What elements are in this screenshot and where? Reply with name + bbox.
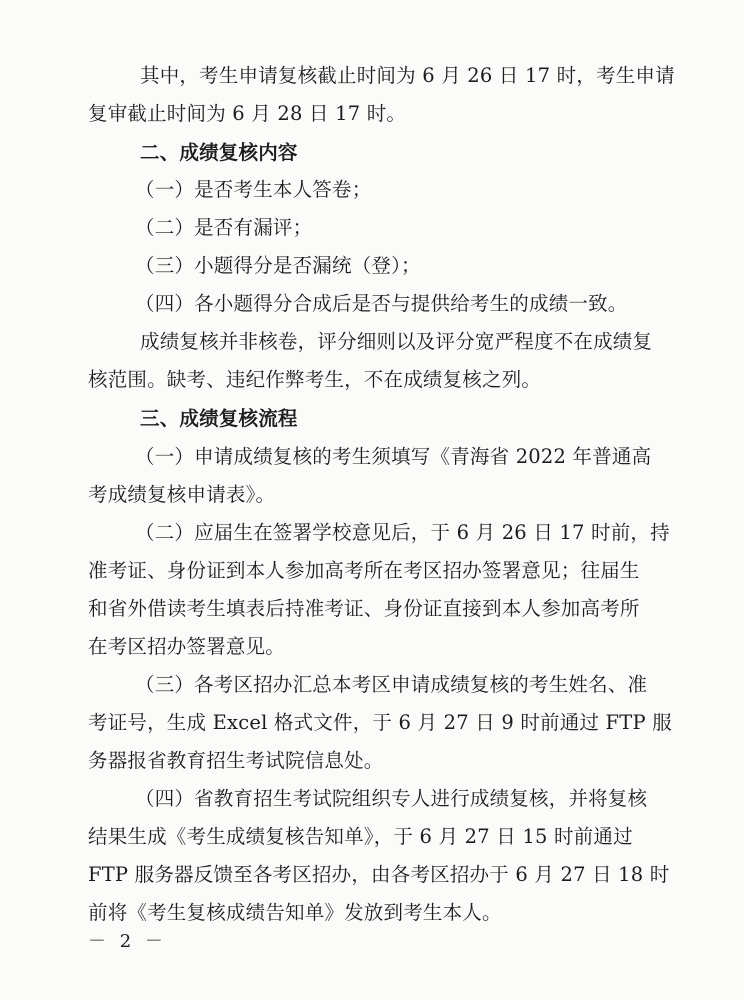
paragraph-1-line-1: 其中，考生申请复核截止时间为 6 月 26 日 17 时，考生申请 — [140, 64, 675, 87]
section-2-item-2: （二）是否有漏评； — [135, 216, 313, 239]
step-4-line-1: （四）省教育招生考试院组织专人进行成绩复核，并将复核 — [135, 787, 648, 810]
section-2-note-line-2: 核范围。缺考、违纪作弊考生，不在成绩复核之列。 — [88, 368, 542, 391]
page-number: － 2 － — [88, 931, 167, 952]
step-2-line-3: 和省外借读考生填表后持准考证、身份证直接到本人参加高考所 — [88, 597, 640, 620]
step-2-line-2: 准考证、身份证到本人参加高考所在考区招办签署意见；往届生 — [88, 559, 640, 582]
step-1-line-1: （一）申请成绩复核的考生须填写《青海省 2022 年普通高 — [135, 445, 652, 468]
step-4-line-4: 前将《考生复核成绩告知单》发放到考生本人。 — [88, 901, 502, 924]
section-2-note-line-1: 成绩复核并非核卷，评分细则以及评分宽严程度不在成绩复 — [140, 330, 653, 353]
section-2-item-3: （三）小题得分是否漏统（登）； — [135, 254, 421, 277]
section-3-heading: 三、成绩复核流程 — [140, 407, 298, 430]
step-2-line-1: （二）应届生在签署学校意见后，于 6 月 26 日 17 时前，持 — [135, 521, 670, 544]
step-2-line-4: 在考区招办签署意见。 — [88, 635, 286, 658]
step-4-line-3: FTP 服务器反馈至各考区招办，由各考区招办于 6 月 27 日 18 时 — [88, 863, 670, 886]
section-2-item-4: （四）各小题得分合成后是否与提供给考生的成绩一致。 — [135, 292, 628, 315]
step-3-line-2: 考证号，生成 Excel 格式文件，于 6 月 27 日 9 时前通过 FTP 服 — [88, 711, 672, 734]
step-3-line-3: 务器报省教育招生考试院信息处。 — [88, 749, 384, 772]
paragraph-1-line-2: 复审截止时间为 6 月 28 日 17 时。 — [88, 102, 407, 125]
section-2-item-1: （一）是否考生本人答卷； — [135, 178, 372, 201]
step-3-line-1: （三）各考区招办汇总本考区申请成绩复核的考生姓名、准 — [135, 673, 648, 696]
step-4-line-2: 结果生成《考生成绩复核告知单》，于 6 月 27 日 15 时前通过 — [88, 825, 633, 848]
section-2-heading: 二、成绩复核内容 — [140, 141, 298, 164]
step-1-line-2: 考成绩复核申请表》。 — [88, 483, 276, 506]
